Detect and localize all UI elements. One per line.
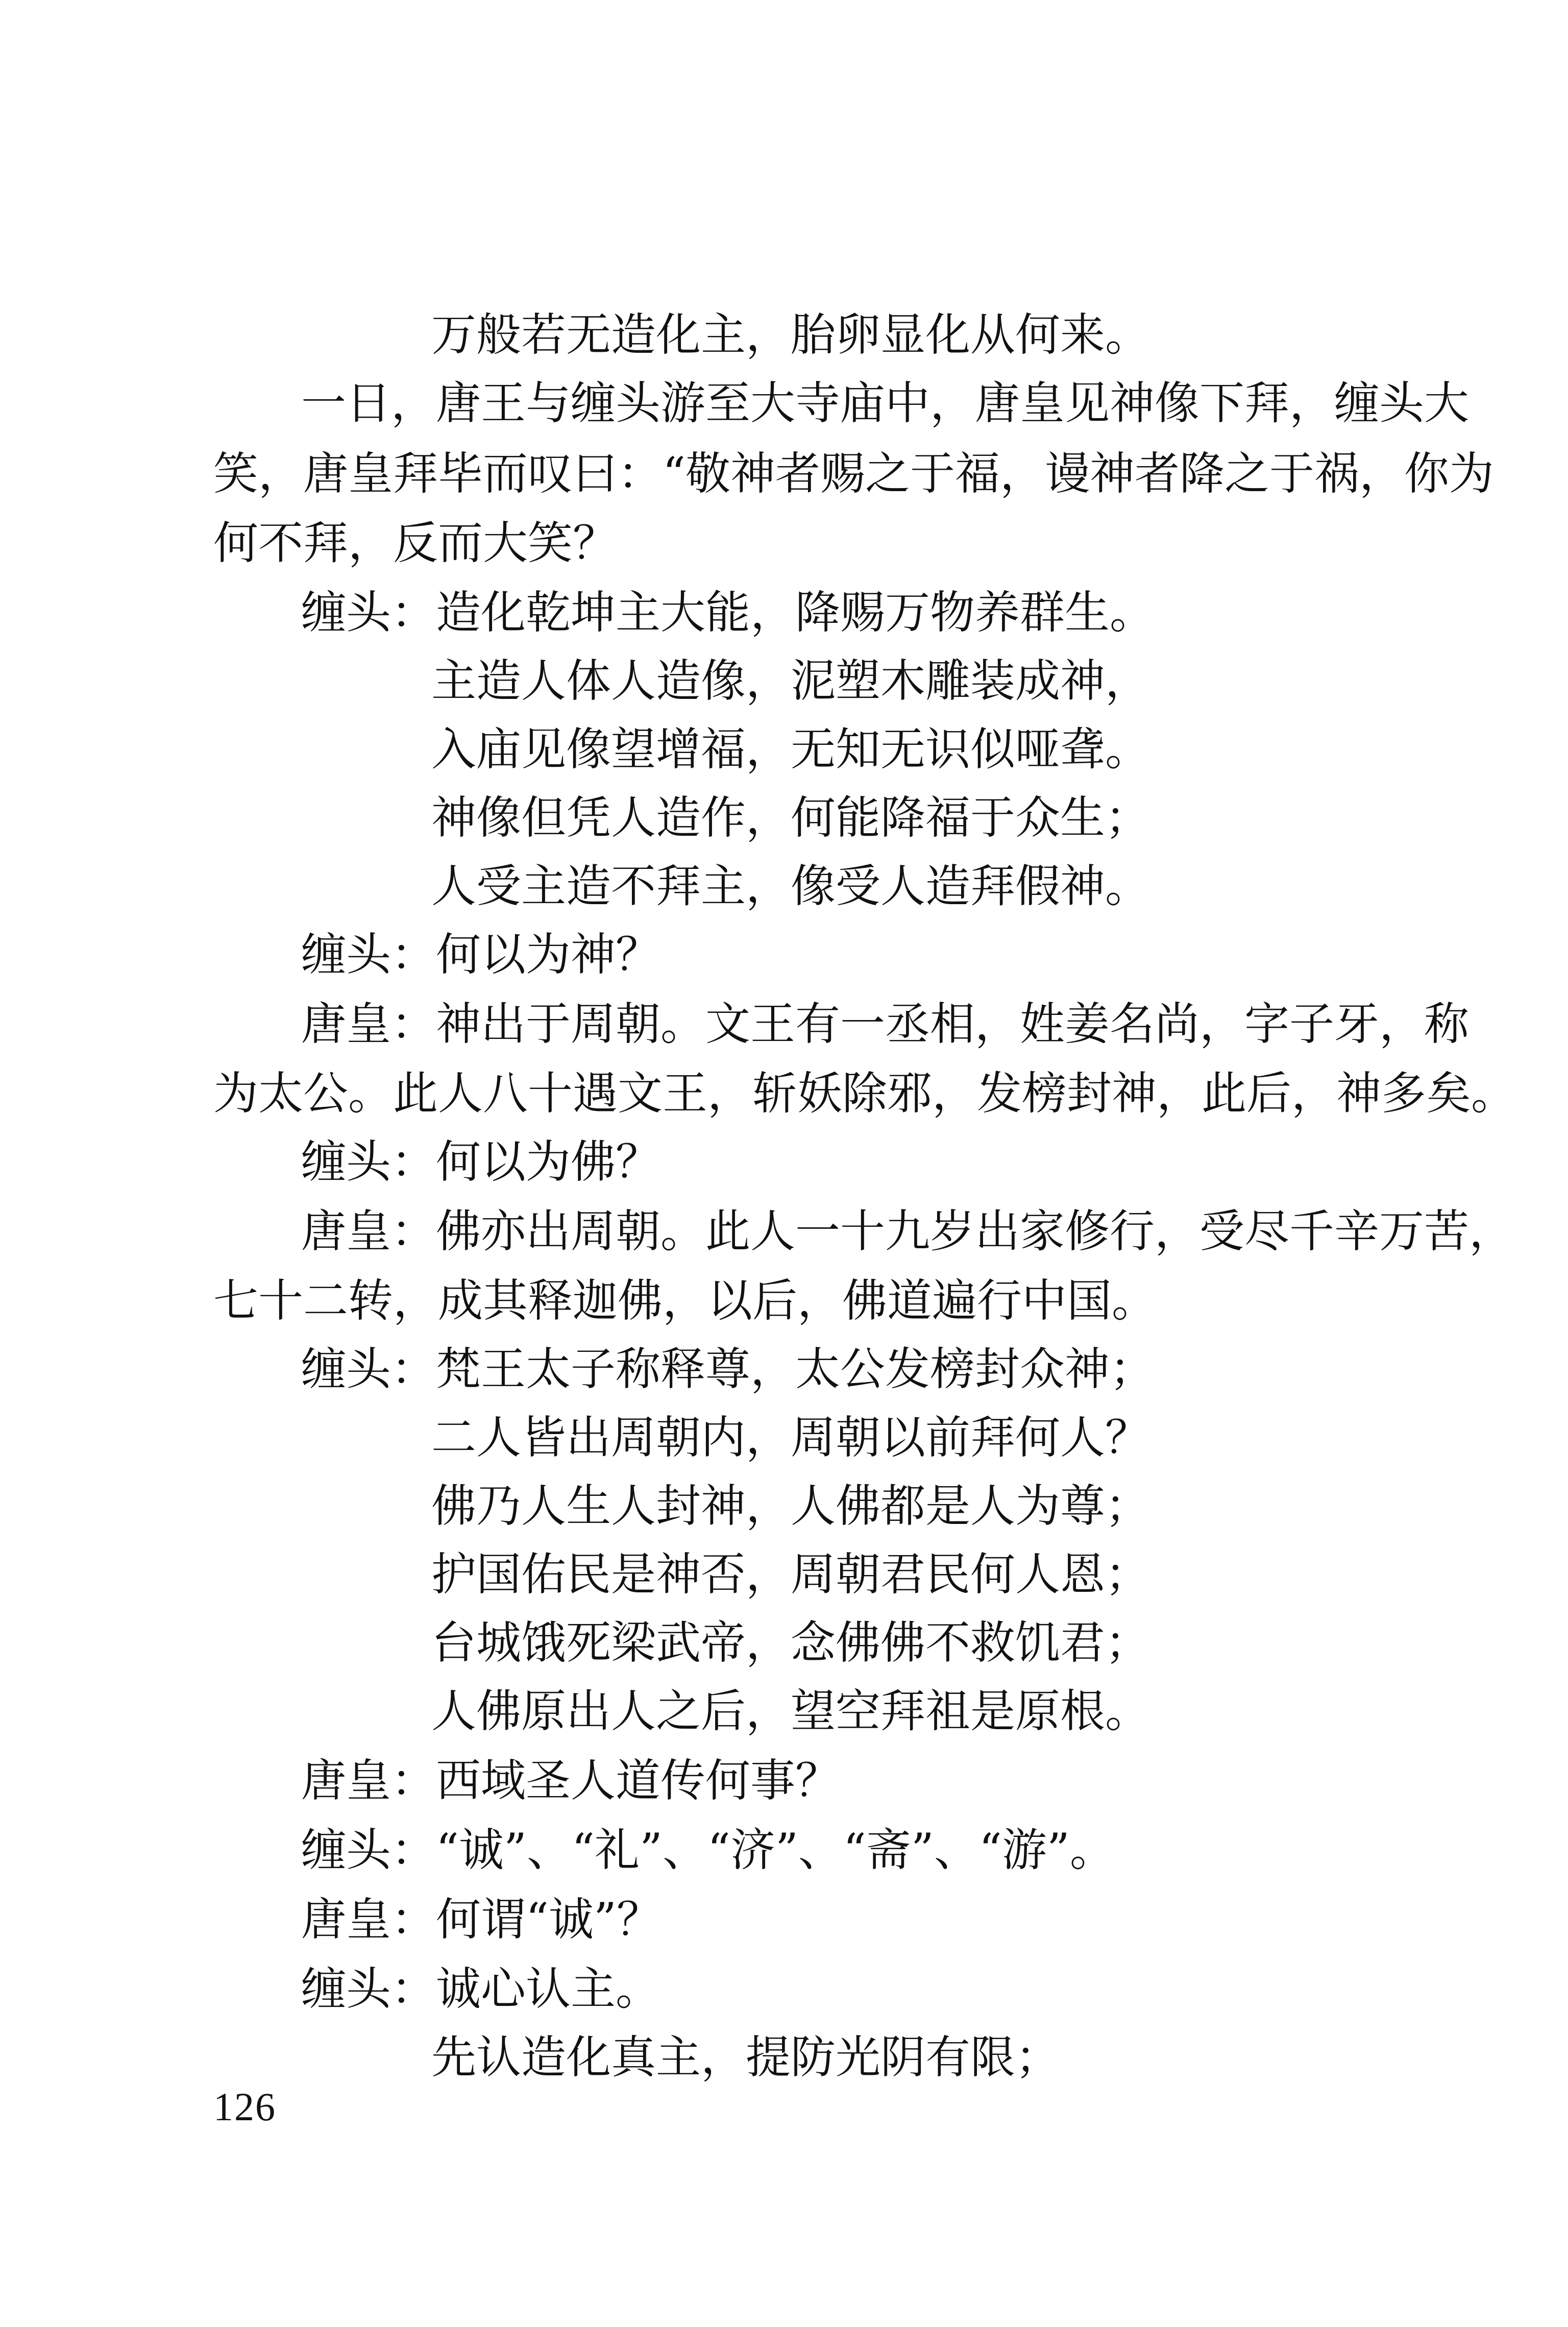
verse-line-5: 人受主造不拜主，像受人造拜假神。 (431, 860, 1150, 912)
verse-line-6: 二人皆出周朝内，周朝以前拜何人？ (431, 1411, 1150, 1464)
verse-line-8: 护国佑民是神否，周朝君民何人恩； (431, 1548, 1150, 1601)
dialogue-line-1: 缠头：造化乾坤主大能，降赐万物养群生。 (301, 586, 1155, 639)
dialogue-line-5: 唐皇：佛亦出周朝。此人一十九岁出家修行，受尽千辛万苦， (301, 1205, 1514, 1257)
paragraph-line-2: 笑，唐皇拜毕而叹曰：“敬神者赐之于福，谩神者降之于祸，你为 (213, 447, 1494, 500)
verse-line-9: 台城饿死梁武帝，念佛佛不救饥君； (431, 1616, 1150, 1669)
verse-line-7: 佛乃人生人封神，人佛都是人为尊； (431, 1480, 1150, 1532)
verse-line-1: 万般若无造化主，胎卵显化从何来。 (431, 308, 1150, 361)
dialogue-line-6: 缠头：梵王太子称释尊，太公发榜封众神； (301, 1343, 1155, 1395)
verse-line-3: 入庙见像望增福，无知无识似哑聋。 (431, 723, 1150, 775)
dialogue-line-8: 缠头：“诚”、“礼”、“济”、“斋”、“游”。 (301, 1824, 1115, 1876)
dialogue-line-2: 缠头：何以为神？ (301, 928, 661, 981)
verse-line-10: 人佛原出人之后，望空拜祖是原根。 (431, 1685, 1150, 1737)
dialogue-line-9: 唐皇：何谓“诚”？ (301, 1893, 662, 1946)
dialogue-line-4: 缠头：何以为佛？ (301, 1135, 661, 1188)
dialogue-line-5-cont: 七十二转，成其释迦佛，以后，佛道遍行中国。 (213, 1274, 1157, 1327)
verse-line-11: 先认造化真主，提防光阴有限； (431, 2031, 1061, 2083)
paragraph-line-3: 何不拜，反而大笑？ (213, 517, 618, 569)
verse-line-2: 主造人体人造像，泥塑木雕装成神， (431, 655, 1150, 707)
dialogue-line-7: 唐皇：西域圣人道传何事？ (301, 1754, 841, 1807)
verse-line-4: 神像但凭人造作，何能降福于众生； (431, 791, 1150, 844)
dialogue-line-3-cont: 为太公。此人八十遇文王，斩妖除邪，发榜封神，此后，神多矣。 (213, 1067, 1516, 1120)
page-number: 126 (213, 2084, 276, 2129)
dialogue-line-10: 缠头：诚心认主。 (301, 1962, 661, 2015)
paragraph-line-1: 一日，唐王与缠头游至大寺庙中，唐皇见神像下拜，缠头大 (301, 377, 1469, 429)
dialogue-line-3: 唐皇：神出于周朝。文王有一丞相，姓姜名尚，字子牙，称 (301, 998, 1469, 1050)
